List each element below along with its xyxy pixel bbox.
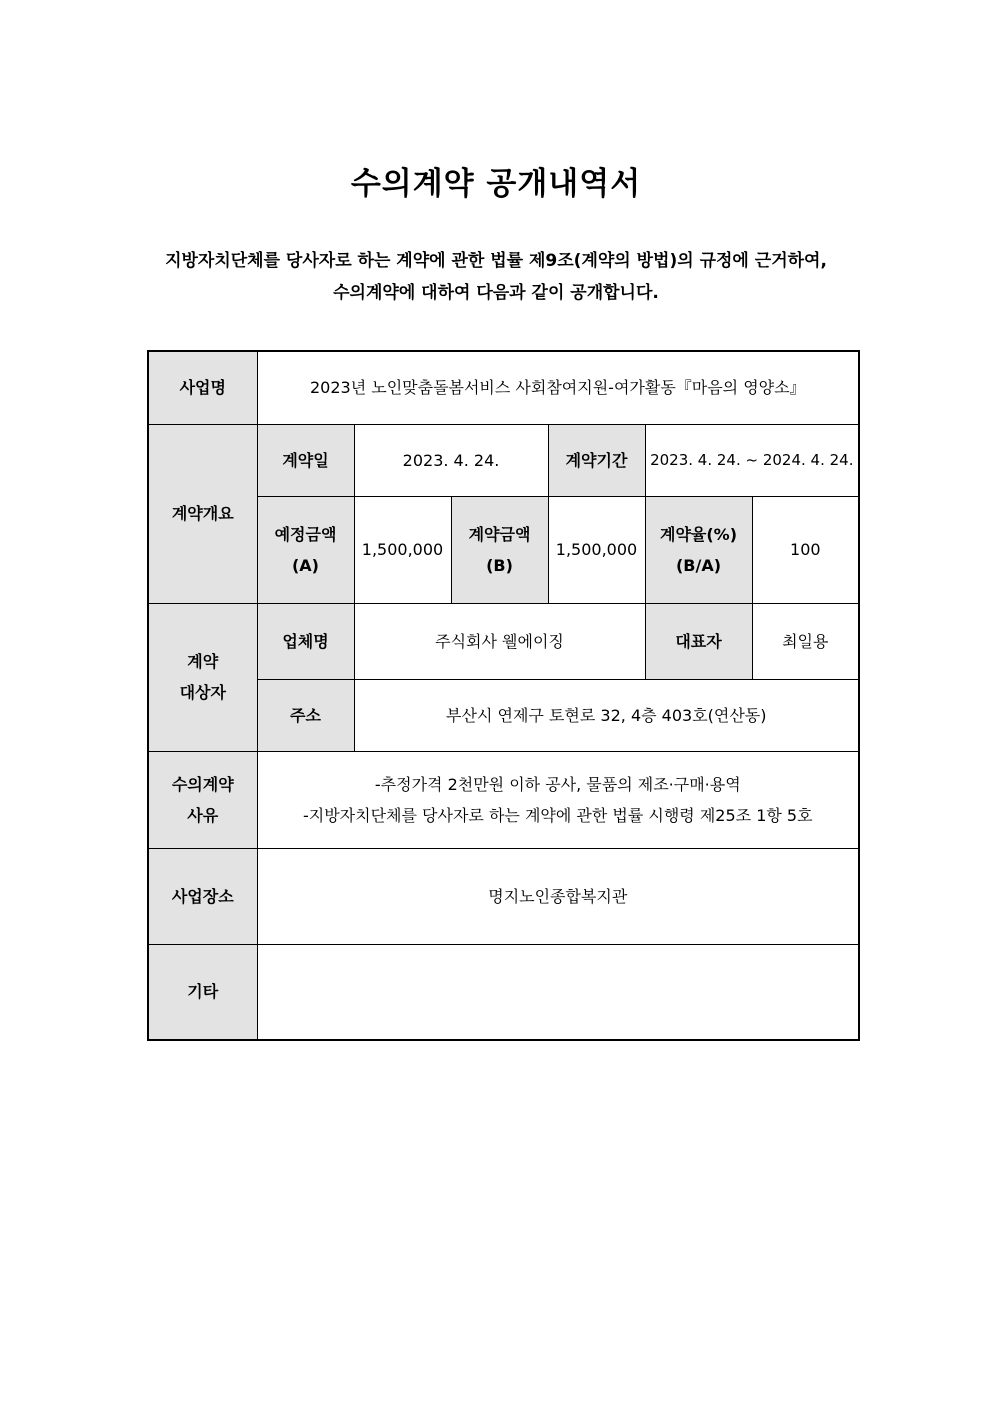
reason-label-line-1: 수의계약 xyxy=(171,774,234,794)
intro-line-2: 수의계약에 대하여 다음과 같이 공개합니다. xyxy=(333,283,659,303)
location-value: 명지노인종합복지관 xyxy=(257,848,859,944)
row-company xyxy=(148,603,859,679)
row-contract-date xyxy=(148,424,859,496)
contract-amount-label-main: 계약금액 xyxy=(468,524,531,544)
company-label: 업체명 xyxy=(257,603,354,679)
row-reason xyxy=(148,751,859,848)
reason-line-1: -추정가격 2천만원 이하 공사, 물품의 제조·구매·용역 xyxy=(374,774,741,794)
estimated-amount-value: 1,500,000 xyxy=(354,496,451,603)
project-name-value: 2023년 노인맞춤돌봄서비스 사회참여지원-여가활동『마음의 영양소』 xyxy=(257,351,859,424)
company-value: 주식회사 웰에이징 xyxy=(354,603,645,679)
contract-rate-label xyxy=(645,496,752,603)
counterparty-label-line-2: 대상자 xyxy=(179,683,226,702)
row-location xyxy=(148,848,859,944)
address-label: 주소 xyxy=(257,679,354,751)
row-project-name xyxy=(148,351,859,424)
estimated-amount-label-main: 예정금액 xyxy=(274,524,337,544)
intro-text xyxy=(60,245,932,309)
reason-value xyxy=(257,751,859,848)
location-label: 사업장소 xyxy=(148,848,257,944)
page-title: 수의계약 공개내역서 xyxy=(350,166,642,202)
contract-period-value: 2023. 4. 24. ~ 2024. 4. 24. xyxy=(645,424,859,496)
contract-period-label: 계약기간 xyxy=(548,424,645,496)
contract-rate-label-main: 계약율(%) xyxy=(659,524,738,544)
counterparty-label-line-1: 계약 xyxy=(187,652,219,671)
contract-amount-value: 1,500,000 xyxy=(548,496,645,603)
contract-date-label: 계약일 xyxy=(257,424,354,496)
contract-date-value: 2023. 4. 24. xyxy=(354,424,548,496)
contract-rate-label-sub: (B/A) xyxy=(675,555,722,575)
other-value xyxy=(257,944,859,1040)
disclosure-table xyxy=(147,350,860,1041)
representative-value: 최일용 xyxy=(752,603,859,679)
address-value: 부산시 연제구 토현로 32, 4층 403호(연산동) xyxy=(354,679,859,751)
counterparty-label xyxy=(148,603,257,751)
project-name-label: 사업명 xyxy=(148,351,257,424)
other-label: 기타 xyxy=(148,944,257,1040)
row-other xyxy=(148,944,859,1040)
reason-line-2: -지방자치단체를 당사자로 하는 계약에 관한 법률 시행령 제25조 1항 5호 xyxy=(302,805,813,825)
contract-amount-label xyxy=(451,496,548,603)
representative-label: 대표자 xyxy=(645,603,752,679)
intro-line-1: 지방자치단체를 당사자로 하는 계약에 관한 법률 제9조(계약의 방법)의 규정에 근거하여, xyxy=(165,251,827,271)
reason-label xyxy=(148,751,257,848)
contract-overview-label: 계약개요 xyxy=(148,424,257,603)
contract-rate-value: 100 xyxy=(752,496,859,603)
contract-amount-label-sub: (B) xyxy=(486,555,513,575)
estimated-amount-label xyxy=(257,496,354,603)
estimated-amount-label-sub: (A) xyxy=(291,555,319,575)
reason-label-line-2: 사유 xyxy=(187,805,219,825)
